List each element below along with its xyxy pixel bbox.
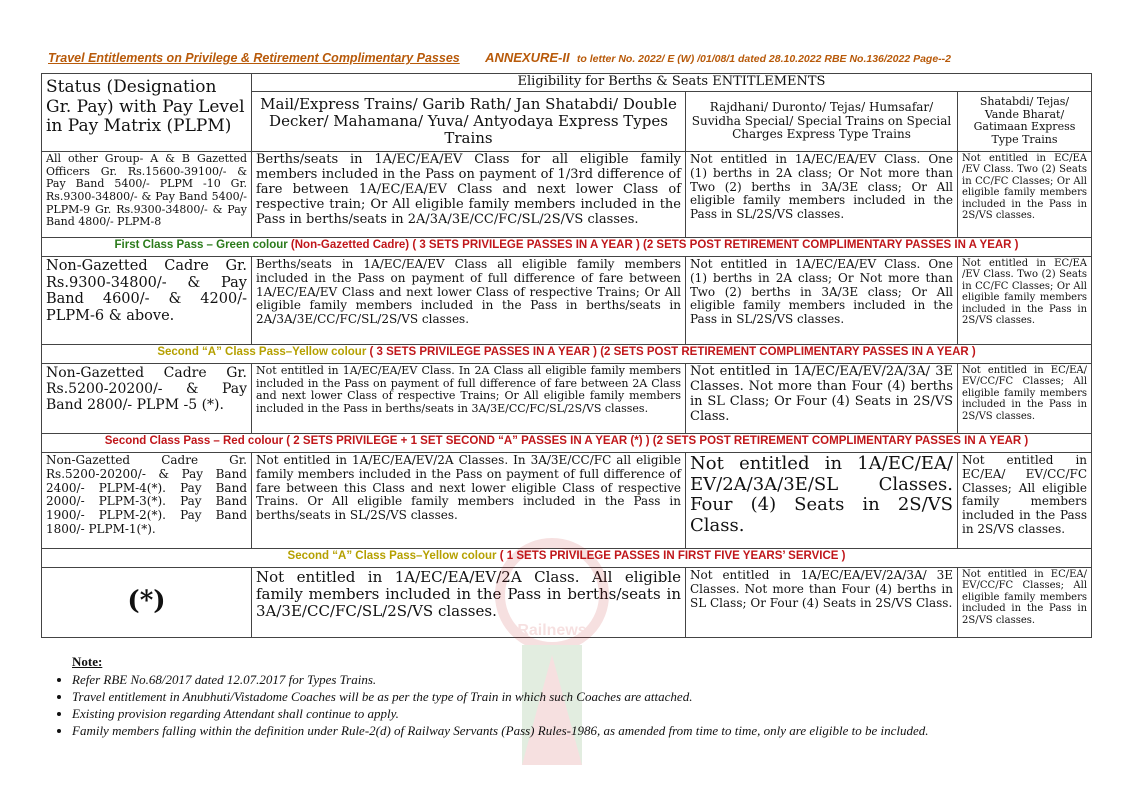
band-second-a-first5-detail: ( 1 SETS PRIVILEGE PASSES IN FIRST FIVE YEARS’ SERVICE ) bbox=[499, 549, 846, 562]
rajdhani-cell: Not entitled in 1A/EC/EA/EV/2A/3A/ 3E Classes. Not more than Four (4) berths in SL Class; Or Four (4) Seats in 2S/VS Class. bbox=[686, 567, 958, 637]
band-second-a-detail: ( 3 SETS PRIVILEGE PASSES IN A YEAR ) (2 SETS POST RETIREMENT COMPLIMENTARY PASSES IN A YEAR ) bbox=[369, 345, 976, 358]
status-cell: Non-Gazetted Cadre Gr. Rs.5200-20200/- & Pay Band 2400/- PLPM-4(*). Pay Band 2000/- PLPM-3(*). Pay Band 1900/- PLPM-2(*). Pay Band 1800/- PLPM-1(*). bbox=[42, 452, 252, 548]
shatabdi-cell: Not entitled in EC/EA/ EV/CC/FC Classes; All eligible family members included in the Pass in 2S/VS classes. bbox=[958, 567, 1092, 637]
rajdhani-cell: Not entitled in 1A/EC/EA/EV/2A/3A/ 3E Classes. Not more than Four (4) berths in SL Class; Or Four (4) Seats in 2S/VS Class. bbox=[686, 363, 958, 433]
shatabdi-cell: Not entitled in EC/EA/ EV/CC/FC Classes; All eligible family members included in the Pass in 2S/VS classes. bbox=[958, 363, 1092, 433]
status-cell: (*) bbox=[42, 567, 252, 637]
annexure-label: ANNEXURE-II bbox=[485, 50, 570, 65]
shatabdi-cell: Not entitled in EC/EA/ EV/CC/FC Classes; All eligible family members included in the Pass in 2S/VS classes. bbox=[958, 452, 1092, 548]
watermark-text: Railnews bbox=[517, 622, 587, 639]
shatabdi-cell: Not entitled in EC/EA /EV Class. Two (2) Seats in CC/FC Classes; Or All eligible family members included in the Pass in 2S/VS classes. bbox=[958, 151, 1092, 237]
band-first-class-name: First Class Pass – Green colour bbox=[114, 238, 288, 251]
note-item: • Existing provision regarding Attendant shall continue to apply. bbox=[72, 706, 1098, 722]
note-item: • Travel entitlement in Anubhuti/Vistadome Coaches will be as per the type of Train in which such Coaches are attached. bbox=[72, 689, 1098, 705]
status-cell: All other Group- A & B Gazetted Officers Gr. Rs.15600-39100/- & Pay Band 5400/- PLPM -10 Gr. Rs.9300-34800/- & Pay Band 5400/- PLPM-9 Gr. Rs.9300-34800/- & Pay Band 4800/- PLPM-8 bbox=[42, 151, 252, 237]
band-second-class-name: Second Class Pass – Red colour bbox=[104, 434, 284, 447]
band-second-a-name: Second “A” Class Pass–Yellow colour bbox=[157, 345, 367, 358]
mail-cell: Not entitled in 1A/EC/EA/EV/2A Class. All eligible family members included in the Pass in berths/seats in 3A/3E/CC/FC/SL/2S/VS classes. bbox=[252, 567, 686, 637]
header-rajdhani: Rajdhani/ Duronto/ Tejas/ Humsafar/ Suvidha Special/ Special Trains on Special Charges Express Type Trains bbox=[686, 91, 958, 151]
letter-reference: to letter No. 2022/ E (W) /01/08/1 dated 28.10.2022 RBE No.136/2022 Page--2 bbox=[576, 53, 952, 65]
header-status-cell: Status (Designation Gr. Pay) with Pay Level in Pay Matrix (PLPM) bbox=[42, 74, 252, 152]
rajdhani-cell: Not entitled in 1A/EC/EA/EV Class. One (1) berths in 2A class; Or Not more than Two (2) berths in 3A/3E class; Or All eligible family members included in the Pass in SL/2S/VS classes. bbox=[686, 256, 958, 344]
mail-cell: Berths/seats in 1A/EC/EA/EV Class for all eligible family members included in the Pass on payment of 1/3rd difference of fare between 1A/EC/EA/EV Class and next lower Class of respective train; Or All eligible family members included in the Pass in berths/seats in 2A/3A/3E/CC/FC/SL/2S/VS classes. bbox=[252, 151, 686, 237]
band-second-class-detail: ( 2 SETS PRIVILEGE + 1 SET SECOND “A” PASSES IN A YEAR (*) ) (2 SETS POST RETIREMENT COMPLIMENTARY PASSES IN A YEAR ) bbox=[286, 434, 1029, 447]
page-header bbox=[48, 50, 1088, 70]
table-row bbox=[42, 151, 1092, 237]
mail-cell: Not entitled in 1A/EC/EA/EV Class. In 2A Class all eligible family members included in the Pass on payment of full difference of fare between 2A Class and next lower Class of respective Trains; Or All eligible family members included in the Pass in berths/seats in 3A/3E/CC/FC/SL/2S/VS classes. bbox=[252, 363, 686, 433]
notes-list bbox=[48, 672, 1098, 739]
header-eligibility: Eligibility for Berths & Seats ENTITLEMENTS bbox=[252, 74, 1092, 92]
rajdhani-cell: Not entitled in 1A/EC/EA/EV Class. One (1) berths in 2A class; Or Not more than Two (2) berths in 3A/3E class; Or All eligible family members included in the Pass in SL/2S/VS classes. bbox=[686, 151, 958, 237]
status-cell: Non-Gazetted Cadre Gr. Rs.9300-34800/- & Pay Band 4600/- & 4200/- PLPM-6 & above. bbox=[42, 256, 252, 344]
band-row-second-a bbox=[42, 344, 1092, 363]
band-row-second-class bbox=[42, 433, 1092, 452]
notes-section bbox=[48, 654, 1098, 740]
rajdhani-cell: Not entitled in 1A/EC/EA/ EV/2A/3A/3E/SL Classes. Four (4) Seats in 2S/VS Class. bbox=[686, 452, 958, 548]
header-shatabdi: Shatabdi/ Tejas/ Vande Bharat/ Gatimaan Express Type Trains bbox=[958, 91, 1092, 151]
document-title: Travel Entitlements on Privilege & Retirement Complimentary Passes bbox=[48, 51, 460, 65]
status-cell: Non-Gazetted Cadre Gr. Rs.5200-20200/- & Pay Band 2800/- PLPM -5 (*). bbox=[42, 363, 252, 433]
notes-heading: Note: bbox=[72, 654, 103, 669]
shatabdi-cell: Not entitled in EC/EA /EV Class. Two (2) Seats in CC/FC Classes; Or All eligible family members included in the Pass in 2S/VS classes. bbox=[958, 256, 1092, 344]
band-second-a-first5-name: Second “A” Class Pass–Yellow colour bbox=[287, 549, 497, 562]
table-row bbox=[42, 363, 1092, 433]
note-item: • Family members falling within the definition under Rule-2(d) of Railway Servants (Pass) Rules-1986, as amended from time to time, only are eligible to be included. bbox=[72, 723, 1098, 739]
table-row bbox=[42, 256, 1092, 344]
mail-cell: Not entitled in 1A/EC/EA/EV/2A Classes. In 3A/3E/CC/FC all eligible family members included in the Pass on payment of full difference of fare between this Class and next lower eligible Class of respective Trains. Or All eligible family members included in the Pass in berths/seats in SL/2S/VS classes. bbox=[252, 452, 686, 548]
band-first-class-detail: (Non-Gazetted Cadre) ( 3 SETS PRIVILEGE PASSES IN A YEAR ) (2 SETS POST RETIREMENT COMPLIMENTARY PASSES IN A YEAR ) bbox=[290, 238, 1019, 251]
band-row-first-class bbox=[42, 237, 1092, 256]
mail-cell: Berths/seats in 1A/EC/EA/EV Class all eligible family members included in the Pass on payment of full difference of fare between 1A/EC/EA/EV Class and next lower Class of respective Trains; Or All eligible family members included in the Pass in berths/seats in 2A/3A/3E/CC/FC/SL/2S/VS classes. bbox=[252, 256, 686, 344]
header-mail-express: Mail/Express Trains/ Garib Rath/ Jan Shatabdi/ Double Decker/ Mahamana/ Yuva/ Antyodaya Express Types Trains bbox=[252, 91, 686, 151]
note-item: • Refer RBE No.68/2017 dated 12.07.2017 for Types Trains. bbox=[72, 672, 1098, 688]
